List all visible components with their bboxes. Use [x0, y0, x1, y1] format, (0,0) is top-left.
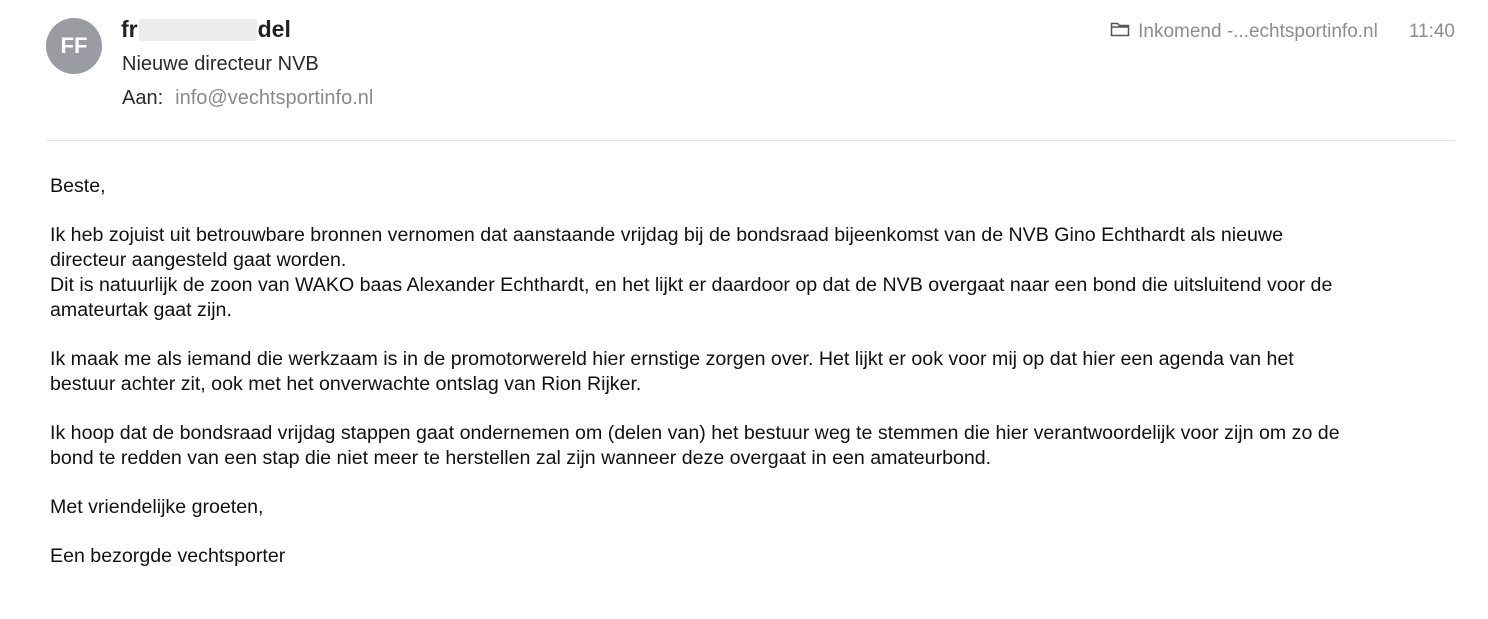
- closing: Met vriendelijke groeten,: [50, 496, 264, 519]
- sender-name-start: fr: [121, 16, 138, 42]
- paragraph-1: [50, 223, 1340, 322]
- greeting: Beste,: [50, 175, 106, 197]
- header-divider: [46, 140, 1455, 141]
- recipient-row: [122, 87, 373, 110]
- body-line: Ik hoop dat de bondsraad vrijdag stappen gaat ondernemen om (delen van) het bestuur weg te stemmen die hier verantwoordelijk voor zijn om zo de: [50, 421, 1340, 444]
- body-line: directeur aangesteld gaat worden.: [50, 249, 347, 272]
- body-line: Ik maak me als iemand die werkzaam is in de promotorwereld hier ernstige zorgen over. Het lijkt er ook voor mij op dat hier een agenda van het: [50, 347, 1294, 370]
- body-line: bestuur achter zit, ook met het onverwachte ontslag van Rion Rijker.: [50, 372, 642, 395]
- body-line: Dit is natuurlijk de zoon van WAKO baas Alexander Echthardt, en het lijkt er daardoor op dat de NVB overgaat naar een bond die uitsluitend voor de: [50, 273, 1333, 296]
- email-body: [50, 174, 1340, 594]
- to-label: Aan:: [122, 87, 164, 109]
- body-line: amateurtak gaat zijn.: [50, 298, 232, 321]
- body-line: Ik heb zojuist uit betrouwbare bronnen vernomen dat aanstaande vrijdag bij de bondsraad bijeenkomst van de NVB Gino Echthardt als nieuwe: [50, 224, 1283, 247]
- mailbox-folder[interactable]: Inkomend -...echtsportinfo.nl: [1138, 21, 1378, 42]
- paragraph-2: [50, 347, 1340, 396]
- message-meta: [1110, 21, 1455, 43]
- email-subject: Nieuwe directeur NVB: [122, 53, 319, 75]
- sender-name[interactable]: [121, 16, 291, 43]
- paragraph-3: [50, 421, 1340, 470]
- signature: Een bezorgde vechtsporter: [50, 545, 286, 568]
- recipient-address[interactable]: info@vechtsportinfo.nl: [175, 87, 374, 109]
- avatar: FF: [46, 18, 102, 74]
- redaction-box: [139, 19, 257, 41]
- received-time: 11:40: [1408, 21, 1455, 42]
- sender-name-end: del: [257, 16, 291, 42]
- body-line: bond te redden van een stap die niet meer te herstellen zal zijn wanneer deze overgaat in een amateurbond.: [50, 446, 992, 469]
- folder-icon: [1110, 21, 1138, 43]
